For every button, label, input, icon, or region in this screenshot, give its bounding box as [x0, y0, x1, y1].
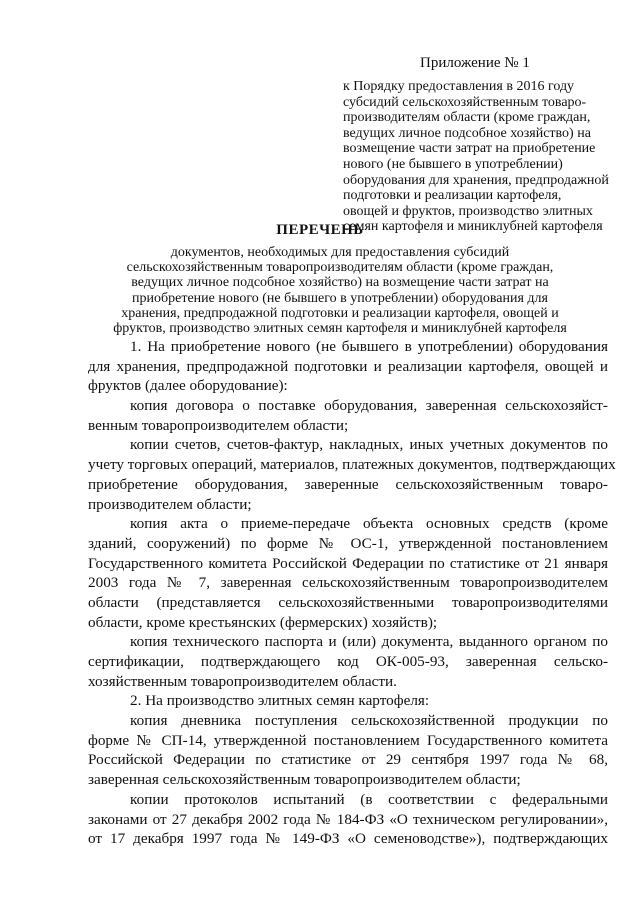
appendix-ref-line: субсидий сельскохозяйственным товаро- [343, 94, 587, 110]
body-text-line: копии протоколов испытаний (в соответствии с федеральными [130, 790, 608, 808]
appendix-ref-line: производителям области (кроме граждан, [343, 110, 591, 126]
body-text-line: 2. На производство элитных семян картофеля: [130, 692, 430, 710]
appendix-ref-line: подготовки и реализации картофеля, [343, 188, 562, 204]
document-subtitle [70, 245, 610, 336]
appendix-ref-line: нового (не бывшего в употреблении) [343, 156, 563, 172]
subtitle-line: ведущих личное подсобное хозяйство) на возмещение части затрат на [131, 275, 549, 291]
appendix-ref-line: к Порядку предоставления в 2016 году [343, 79, 575, 94]
appendix-title: Приложение № 1 [420, 55, 530, 71]
body-text-line: заверенная сельскохозяйственным товаропроизводителем области; [88, 771, 521, 789]
body-text-line: копия договора о поставке оборудования, заверенная сельскохозяйст- [130, 397, 608, 415]
appendix-ref-line: возмещение части затрат на приобретение [343, 141, 596, 157]
subtitle-line: документов, необходимых для предоставления субсидий [170, 245, 510, 260]
appendix-ref-line: овощей и фруктов, производство элитных [343, 203, 593, 219]
subtitle-line: фруктов, производство элитных семян картофеля и миниклубней картофеля [113, 321, 567, 337]
body-text-line: для хранения, предпродажной подготовки и реализации картофеля, овощей и [88, 357, 608, 375]
body-text-line: Государственного комитета Российской Федерации по статистике от 21 января [88, 554, 608, 572]
body-text-line: законами от 27 декабря 2002 года № 184-ФЗ «О техническом регулировании», [88, 810, 608, 828]
body-text-line: от 17 декабря 1997 года № 149-ФЗ «О семеноводстве»), подтверждающих [88, 830, 608, 848]
subtitle-line: приобретение нового (не бывшего в употреблении) оборудования для [132, 290, 548, 306]
body-text-line: Российской Федерации по статистике от 29 сентября 1997 года № 68, [88, 751, 608, 769]
body-text-line: копия акта о приеме-передаче объекта основных средств (кроме [130, 515, 608, 533]
document-title: ПЕРЕЧЕНЬ [276, 222, 364, 238]
appendix-ref-line: семян картофеля и миниклубней картофеля [343, 219, 603, 235]
subtitle-line: хранения, предпродажной подготовки и реализации картофеля, овощей и [121, 305, 559, 321]
body-text-line: 2003 года № 7, заверенная сельскохозяйственным товаропроизводителем [88, 574, 608, 592]
appendix-reference [343, 79, 613, 235]
document-body [88, 337, 616, 849]
body-text-line: копия технического паспорта и (или) документа, выданного органом по [130, 633, 608, 651]
body-text-line: 1. На приобретение нового (не бывшего в употреблении) оборудования [130, 338, 608, 355]
body-text-line: приобретение оборудования, заверенные сельскохозяйственным товаро- [88, 475, 608, 493]
body-text-line: копии счетов, счетов-фактур, накладных, иных учетных документов по [130, 436, 608, 454]
subtitle-line: сельскохозяйственным товаропроизводителям области (кроме граждан, [126, 260, 554, 276]
body-text-line: фруктов (далее оборудование): [88, 377, 288, 395]
body-text-line: учету торговых операций, материалов, платежных документов, подтверждающих [88, 456, 616, 474]
appendix-ref-line: ведущих личное подсобное хозяйство) на [343, 125, 591, 141]
body-text-line: сертификации, подтверждающего код ОК-005-93, заверенная сельско- [88, 653, 608, 670]
body-text-line: венным товаропроизводителем области; [88, 416, 349, 434]
body-text-line: области, кроме крестьянских (фермерских) хозяйств); [88, 613, 438, 631]
body-text-line: области (представляется сельскохозяйственными товаропроизводителями [88, 593, 608, 611]
body-text-line: зданий, сооружений) по форме № ОС-1, утвержденной постановлением [88, 534, 608, 552]
body-text-line: хозяйственным товаропроизводителем области. [88, 672, 397, 690]
appendix-ref-line: оборудования для хранения, предпродажной [343, 172, 609, 188]
body-text-line: форме № СП-14, утвержденной постановлением Государственного комитета [88, 731, 608, 749]
body-text-line: производителем области; [88, 495, 252, 513]
body-text-line: копия дневника поступления сельскохозяйственной продукции по [130, 712, 608, 730]
